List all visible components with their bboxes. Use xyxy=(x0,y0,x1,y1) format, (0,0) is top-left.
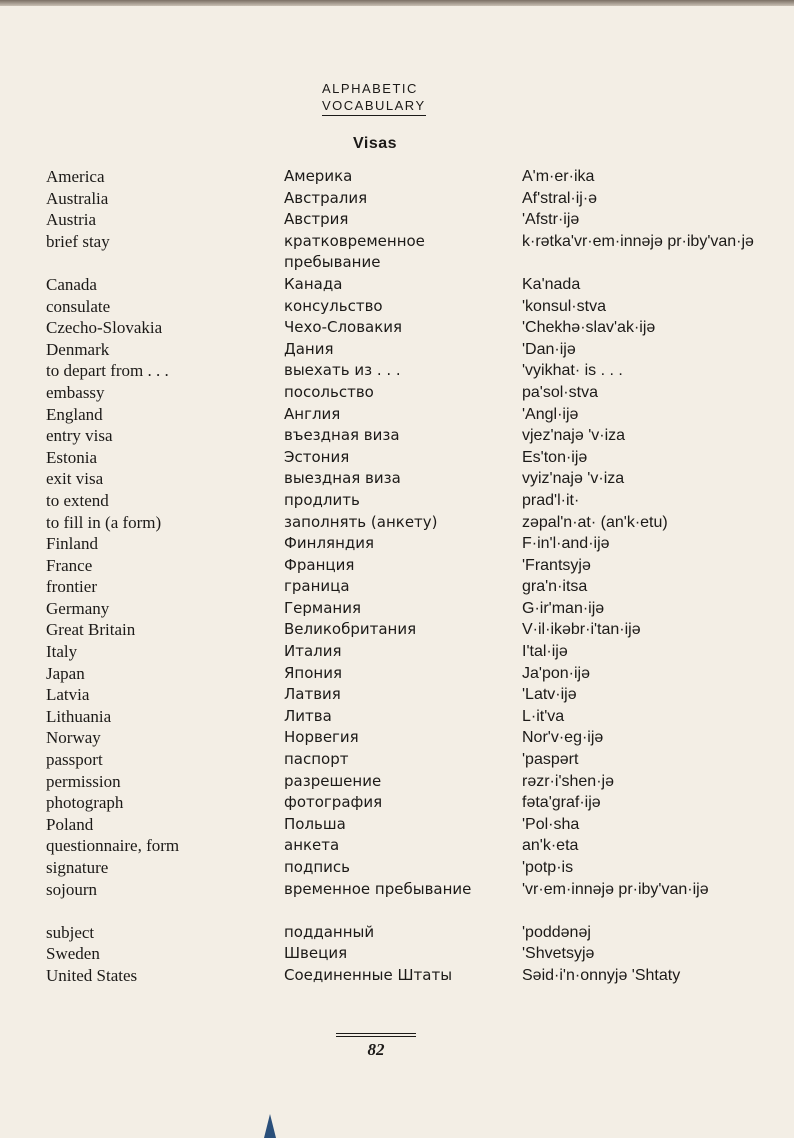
russian-term: граница xyxy=(284,577,350,596)
vocab-row xyxy=(0,749,794,771)
russian-term: Литва xyxy=(284,706,332,725)
russian-term: Швеция xyxy=(284,944,348,963)
running-head-line2: VOCABULARY xyxy=(322,97,426,116)
page-number: 82 xyxy=(367,1040,385,1059)
transliteration: 'vyikhat· is . . . xyxy=(522,362,623,380)
russian-term: выехать из . . . xyxy=(284,361,401,380)
vocab-row xyxy=(0,857,794,879)
russian-term: Германия xyxy=(284,598,361,617)
transliteration: zəpal'n·at· (an'k·etu) xyxy=(522,513,668,531)
transliteration: Səid·i'n·onnyjə 'Shtaty xyxy=(522,966,681,984)
english-term: passport xyxy=(46,750,103,770)
transliteration: 'poddənəj xyxy=(522,923,591,941)
transliteration: L·it'va xyxy=(522,707,565,725)
footer-double-rule xyxy=(336,1033,416,1037)
vocab-row xyxy=(0,425,794,447)
english-term: exit visa xyxy=(46,469,104,489)
transliteration: fəta'graf·ijə xyxy=(522,794,601,812)
transliteration: Af'stral·ij·ə xyxy=(522,189,598,207)
russian-term: продлить xyxy=(284,490,360,509)
russian-term: Эстония xyxy=(284,447,350,466)
section-title: Visas xyxy=(352,135,398,152)
russian-term: Чехо-Словакия xyxy=(284,318,403,337)
russian-term: выездная виза xyxy=(284,469,401,488)
vocab-row xyxy=(0,166,794,188)
transliteration: Ka'nada xyxy=(522,275,581,293)
vocab-row xyxy=(0,684,794,706)
vocab-row xyxy=(0,317,794,339)
vocab-row xyxy=(0,533,794,555)
russian-term: подпись xyxy=(284,858,350,876)
transliteration: G·ir'man·ijə xyxy=(522,599,605,617)
transliteration: A'm·er·ika xyxy=(522,168,595,185)
english-term: Estonia xyxy=(46,447,97,467)
vocab-row xyxy=(0,404,794,426)
english-term: Latvia xyxy=(46,685,90,705)
vocab-row xyxy=(0,512,794,534)
russian-term: Норвегия xyxy=(284,728,359,747)
transliteration: 'Pol·sha xyxy=(522,815,580,833)
vocab-row xyxy=(0,360,794,382)
transliteration: 'potp·is xyxy=(522,859,574,876)
vocab-row xyxy=(0,382,794,404)
transliteration: vjez'najə 'v·iza xyxy=(522,427,626,445)
russian-term: паспорт xyxy=(284,750,349,769)
english-term: consulate xyxy=(46,296,111,316)
russian-term: Великобритания xyxy=(284,620,417,639)
vocab-row xyxy=(0,468,794,490)
russian-term: Соединенные Штаты xyxy=(284,965,453,984)
vocab-row xyxy=(0,447,794,469)
english-term: subject xyxy=(46,922,95,942)
english-term: embassy xyxy=(46,382,105,402)
russian-term: фотография xyxy=(284,793,383,812)
russian-term: кратковременное пребывание xyxy=(284,231,425,272)
russian-term: заполнять (анкету) xyxy=(284,512,438,531)
russian-term: подданный xyxy=(284,922,375,941)
transliteration: an'k·eta xyxy=(522,837,579,855)
english-term: Czecho-Slovakia xyxy=(46,318,163,338)
english-term: to extend xyxy=(46,490,109,510)
transliteration: 'vr·em·innəjə pr·iby'van·ijə xyxy=(522,880,709,898)
english-term: Great Britain xyxy=(46,620,136,640)
transliteration: F·in'l·and·ijə xyxy=(522,535,610,553)
transliteration: 'Afstr·ijə xyxy=(522,211,580,229)
english-term: to fill in (a form) xyxy=(46,512,162,532)
russian-term: Америка xyxy=(284,167,353,185)
english-term: Denmark xyxy=(46,339,110,359)
running-head xyxy=(322,80,452,116)
transliteration: 'paspərt xyxy=(522,751,579,769)
transliteration: V·il·ikəbr·i'tan·ijə xyxy=(522,621,641,639)
english-term: Japan xyxy=(46,663,85,683)
transliteration: 'Latv·ijə xyxy=(522,686,577,704)
vocab-row xyxy=(0,576,794,598)
english-term: America xyxy=(46,167,105,186)
vocab-row xyxy=(0,619,794,641)
vocab-row xyxy=(0,663,794,685)
english-term: Italy xyxy=(46,642,78,662)
russian-term: анкета xyxy=(284,836,340,855)
english-term: to depart from . . . xyxy=(46,361,169,381)
transliteration: k·rətka'vr·em·innəjə pr·iby'van·jə xyxy=(522,232,754,250)
russian-term: Латвия xyxy=(284,685,341,704)
vocab-row xyxy=(0,965,794,987)
english-term: brief stay xyxy=(46,231,110,251)
bookmark-tab xyxy=(264,1114,276,1138)
vocab-row xyxy=(0,555,794,577)
vocab-row xyxy=(0,209,794,231)
english-term: sojourn xyxy=(46,879,97,899)
english-term: Austria xyxy=(46,210,97,230)
russian-term: Англия xyxy=(284,404,341,423)
transliteration: 'Shvetsyjə xyxy=(522,945,595,963)
russian-term: Дания xyxy=(284,339,334,358)
vocab-row xyxy=(0,274,794,296)
vocab-row xyxy=(0,339,794,361)
transliteration: 'konsul·stva xyxy=(522,297,606,315)
vocab-row xyxy=(0,943,794,965)
english-term: permission xyxy=(46,771,121,791)
transliteration: Nor'v·eg·ijə xyxy=(522,729,604,747)
english-term: questionnaire, form xyxy=(46,836,180,856)
vocab-row xyxy=(0,231,794,274)
transliteration: 'Dan·ijə xyxy=(522,340,576,358)
russian-term: Финляндия xyxy=(284,534,375,553)
russian-term: Франция xyxy=(284,555,355,574)
vocab-row xyxy=(0,814,794,836)
english-term: frontier xyxy=(46,577,97,597)
english-term: England xyxy=(46,404,103,424)
russian-term: Австралия xyxy=(284,188,368,207)
russian-term: Канада xyxy=(284,274,343,293)
top-edge-rule xyxy=(0,0,794,6)
vocab-row xyxy=(0,879,794,922)
vocab-row xyxy=(0,727,794,749)
vocab-row xyxy=(0,296,794,318)
english-term: entry visa xyxy=(46,426,113,446)
transliteration: 'Chekhə·slav'ak·ijə xyxy=(522,319,656,337)
transliteration: Es'ton·ijə xyxy=(522,448,588,466)
running-head-line1: ALPHABETIC xyxy=(322,81,418,96)
russian-term: посольство xyxy=(284,382,374,401)
english-term: photograph xyxy=(46,793,124,813)
transliteration: 'Frantsyjə xyxy=(522,556,591,574)
russian-term: Австрия xyxy=(284,210,349,229)
russian-term: консульство xyxy=(284,296,383,315)
vocab-row xyxy=(0,641,794,663)
transliteration: prad'l·it· xyxy=(522,491,580,509)
transliteration: Ja'pon·ijə xyxy=(522,664,590,682)
vocab-row xyxy=(0,792,794,814)
english-term: France xyxy=(46,555,93,575)
vocab-row xyxy=(0,706,794,728)
english-term: Australia xyxy=(46,188,109,208)
vocab-row xyxy=(0,598,794,620)
russian-term: Италия xyxy=(284,642,342,661)
russian-term: Япония xyxy=(284,663,342,682)
english-term: Germany xyxy=(46,598,110,618)
english-term: United States xyxy=(46,965,138,985)
transliteration: vyiz'najə 'v·iza xyxy=(522,470,625,488)
vocab-row xyxy=(0,490,794,512)
english-term: Finland xyxy=(46,534,98,554)
english-term: Norway xyxy=(46,728,101,748)
russian-term: временное пребывание xyxy=(284,879,472,898)
transliteration: I'tal·ijə xyxy=(522,643,568,661)
transliteration: pa'sol·stva xyxy=(522,383,598,401)
vocab-row xyxy=(0,188,794,210)
english-term: Lithuania xyxy=(46,706,112,726)
english-term: Canada xyxy=(46,274,97,294)
english-term: Poland xyxy=(46,814,94,834)
transliteration: 'Angl·ijə xyxy=(522,405,579,423)
russian-term: въездная виза xyxy=(284,426,400,445)
english-term: Sweden xyxy=(46,944,100,964)
transliteration: gra'n·itsa xyxy=(522,578,588,596)
transliteration: rəzr·i'shen·jə xyxy=(522,772,614,790)
vocab-row xyxy=(0,922,794,944)
vocabulary-list xyxy=(0,166,794,987)
russian-term: разрешение xyxy=(284,771,382,790)
vocab-row xyxy=(0,835,794,857)
russian-term: Польша xyxy=(284,814,346,833)
english-term: signature xyxy=(46,858,109,877)
vocab-row xyxy=(0,771,794,793)
